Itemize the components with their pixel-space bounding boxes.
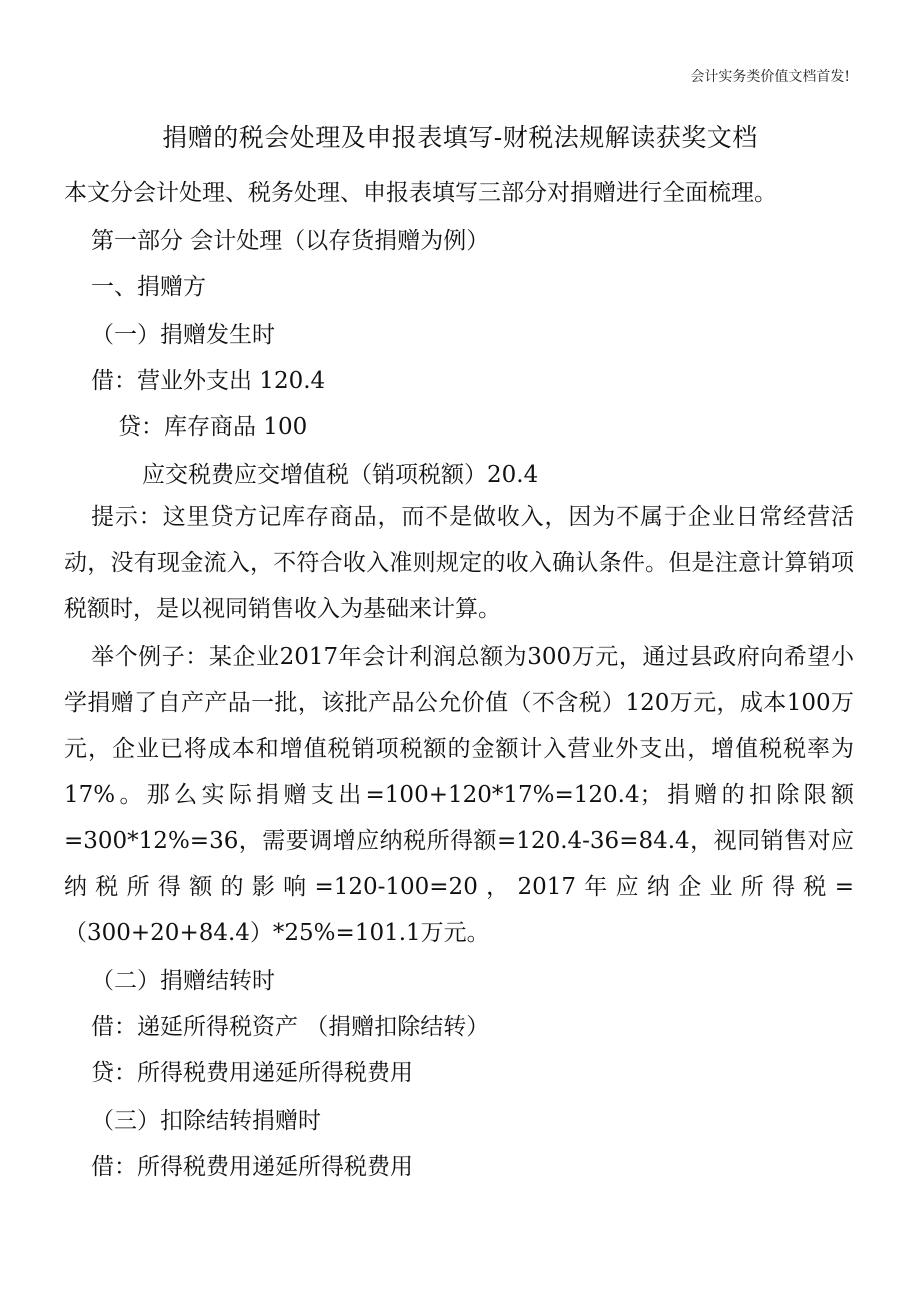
entry3-debit: 借：所得税费用递延所得税费用: [91, 1154, 413, 1180]
header-note: 会计实务类价值文档首发!: [690, 69, 850, 85]
example-paragraph: 举个例子：某企业2017年会计利润总额为300万元，通过县政府向希望小学捐赠了自产产品一批，该批产品公允价值（不含税）120万元，成本100万元，企业已将成本和增值税销项税额的金额计入营业外支出，增值税税率为17%。那么实际捐赠支出=100+120*17%=120.4；捐赠的扣除限额=300*12%=36，需要调增应纳税所得额=120.4-36=84.4，视同销售对应纳税所得额的影响=120-100=20，2017年应纳企业所得税=（300+20+84.4）*25%=101.1万元。: [64, 644, 854, 946]
part1-heading: 第一部分 会计处理（以存货捐赠为例）: [91, 228, 490, 254]
entry2-debit: 借：递延所得税资产 （捐赠扣除结转）: [91, 1014, 490, 1040]
sub3-heading: （三）扣除结转捐赠时: [91, 1108, 321, 1134]
tip-paragraph: 提示：这里贷方记库存商品，而不是做收入，因为不属于企业日常经营活动，没有现金流入，不符合收入准则规定的收入确认条件。但是注意计算销项税额时，是以视同销售收入为基础来计算。: [64, 504, 854, 622]
section1-heading: 一、捐赠方: [91, 274, 206, 300]
entry1-debit: 借：营业外支出 120.4: [91, 368, 326, 394]
intro-paragraph: 本文分会计处理、税务处理、申报表填写三部分对捐赠进行全面梳理。: [64, 180, 777, 206]
entry1-credit-inventory: 贷：库存商品 100: [118, 414, 308, 440]
sub1-heading: （一）捐赠发生时: [91, 322, 275, 348]
document-title: 捐赠的税会处理及申报表填写-财税法规解读获奖文档: [162, 123, 758, 152]
entry2-credit: 贷：所得税费用递延所得税费用: [91, 1060, 413, 1086]
entry1-credit-vat: 应交税费应交增值税（销项税额）20.4: [142, 462, 539, 488]
sub2-heading: （二）捐赠结转时: [91, 968, 275, 994]
